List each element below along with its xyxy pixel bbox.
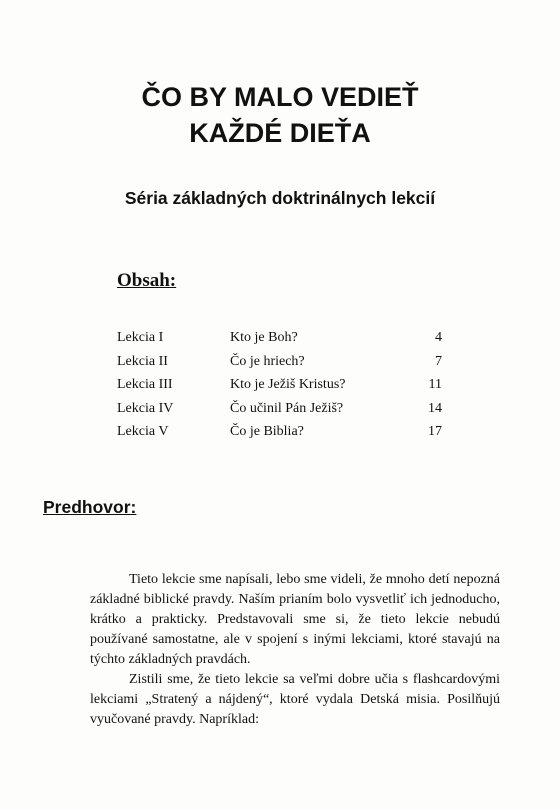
toc-title: Čo učinil Pán Ježiš?: [230, 400, 344, 416]
foreword-paragraph: Zistili sme, že tieto lekcie sa veľmi dobre učia s flashcardovými lekciami „Stratený a nájdený“, ktoré vydala Detská misia. Posilňujú vyučované pravdy. Napríklad:: [90, 672, 500, 727]
toc-row: [117, 377, 447, 401]
toc-row: [117, 354, 447, 378]
table-of-contents: [117, 330, 447, 448]
toc-lesson: Lekcia IV: [117, 400, 174, 416]
toc-lesson: Lekcia I: [117, 330, 164, 345]
toc-heading: Obsah:: [117, 270, 177, 291]
page-title-line-1: ČO BY MALO VEDIEŤ: [141, 82, 419, 112]
toc-page: 17: [428, 424, 442, 439]
toc-title: Čo je hriech?: [230, 353, 305, 369]
toc-title: Kto je Ježiš Kristus?: [230, 377, 346, 392]
foreword-paragraph: [90, 550, 500, 670]
toc-page: 4: [435, 330, 442, 345]
foreword-paragraph-text: Tieto lekcie sme napísali, lebo sme videli, že mnoho detí nepozná základné biblické pravdy. Naším prianím bolo vysvetliť ich jednoducho, krátko a prakticky. Predstavovali sme si, že tieto lekcie nebudú používané samostatne, ale v spojení s inými lekciami, ktoré stavajú na týchto základných pravdách.: [90, 572, 500, 667]
toc-lesson: Lekcia III: [117, 377, 173, 392]
toc-row: [117, 424, 447, 448]
toc-lesson: Lekcia II: [117, 353, 168, 369]
foreword-heading: Predhovor:: [43, 497, 137, 517]
page-title-line-2: KAŽDÉ DIEŤA: [189, 118, 371, 148]
toc-title: Kto je Boh?: [230, 330, 298, 345]
toc-page: 7: [435, 353, 442, 369]
page-subtitle: Séria základných doktrinálnych lekcií: [124, 188, 436, 208]
foreword-text: [90, 550, 500, 730]
toc-page: 14: [428, 400, 442, 416]
toc-row: [117, 330, 447, 354]
toc-row: [117, 401, 447, 425]
toc-page: 11: [428, 377, 442, 392]
toc-lesson: Lekcia V: [117, 424, 169, 439]
toc-title: Čo je Biblia?: [230, 424, 304, 439]
